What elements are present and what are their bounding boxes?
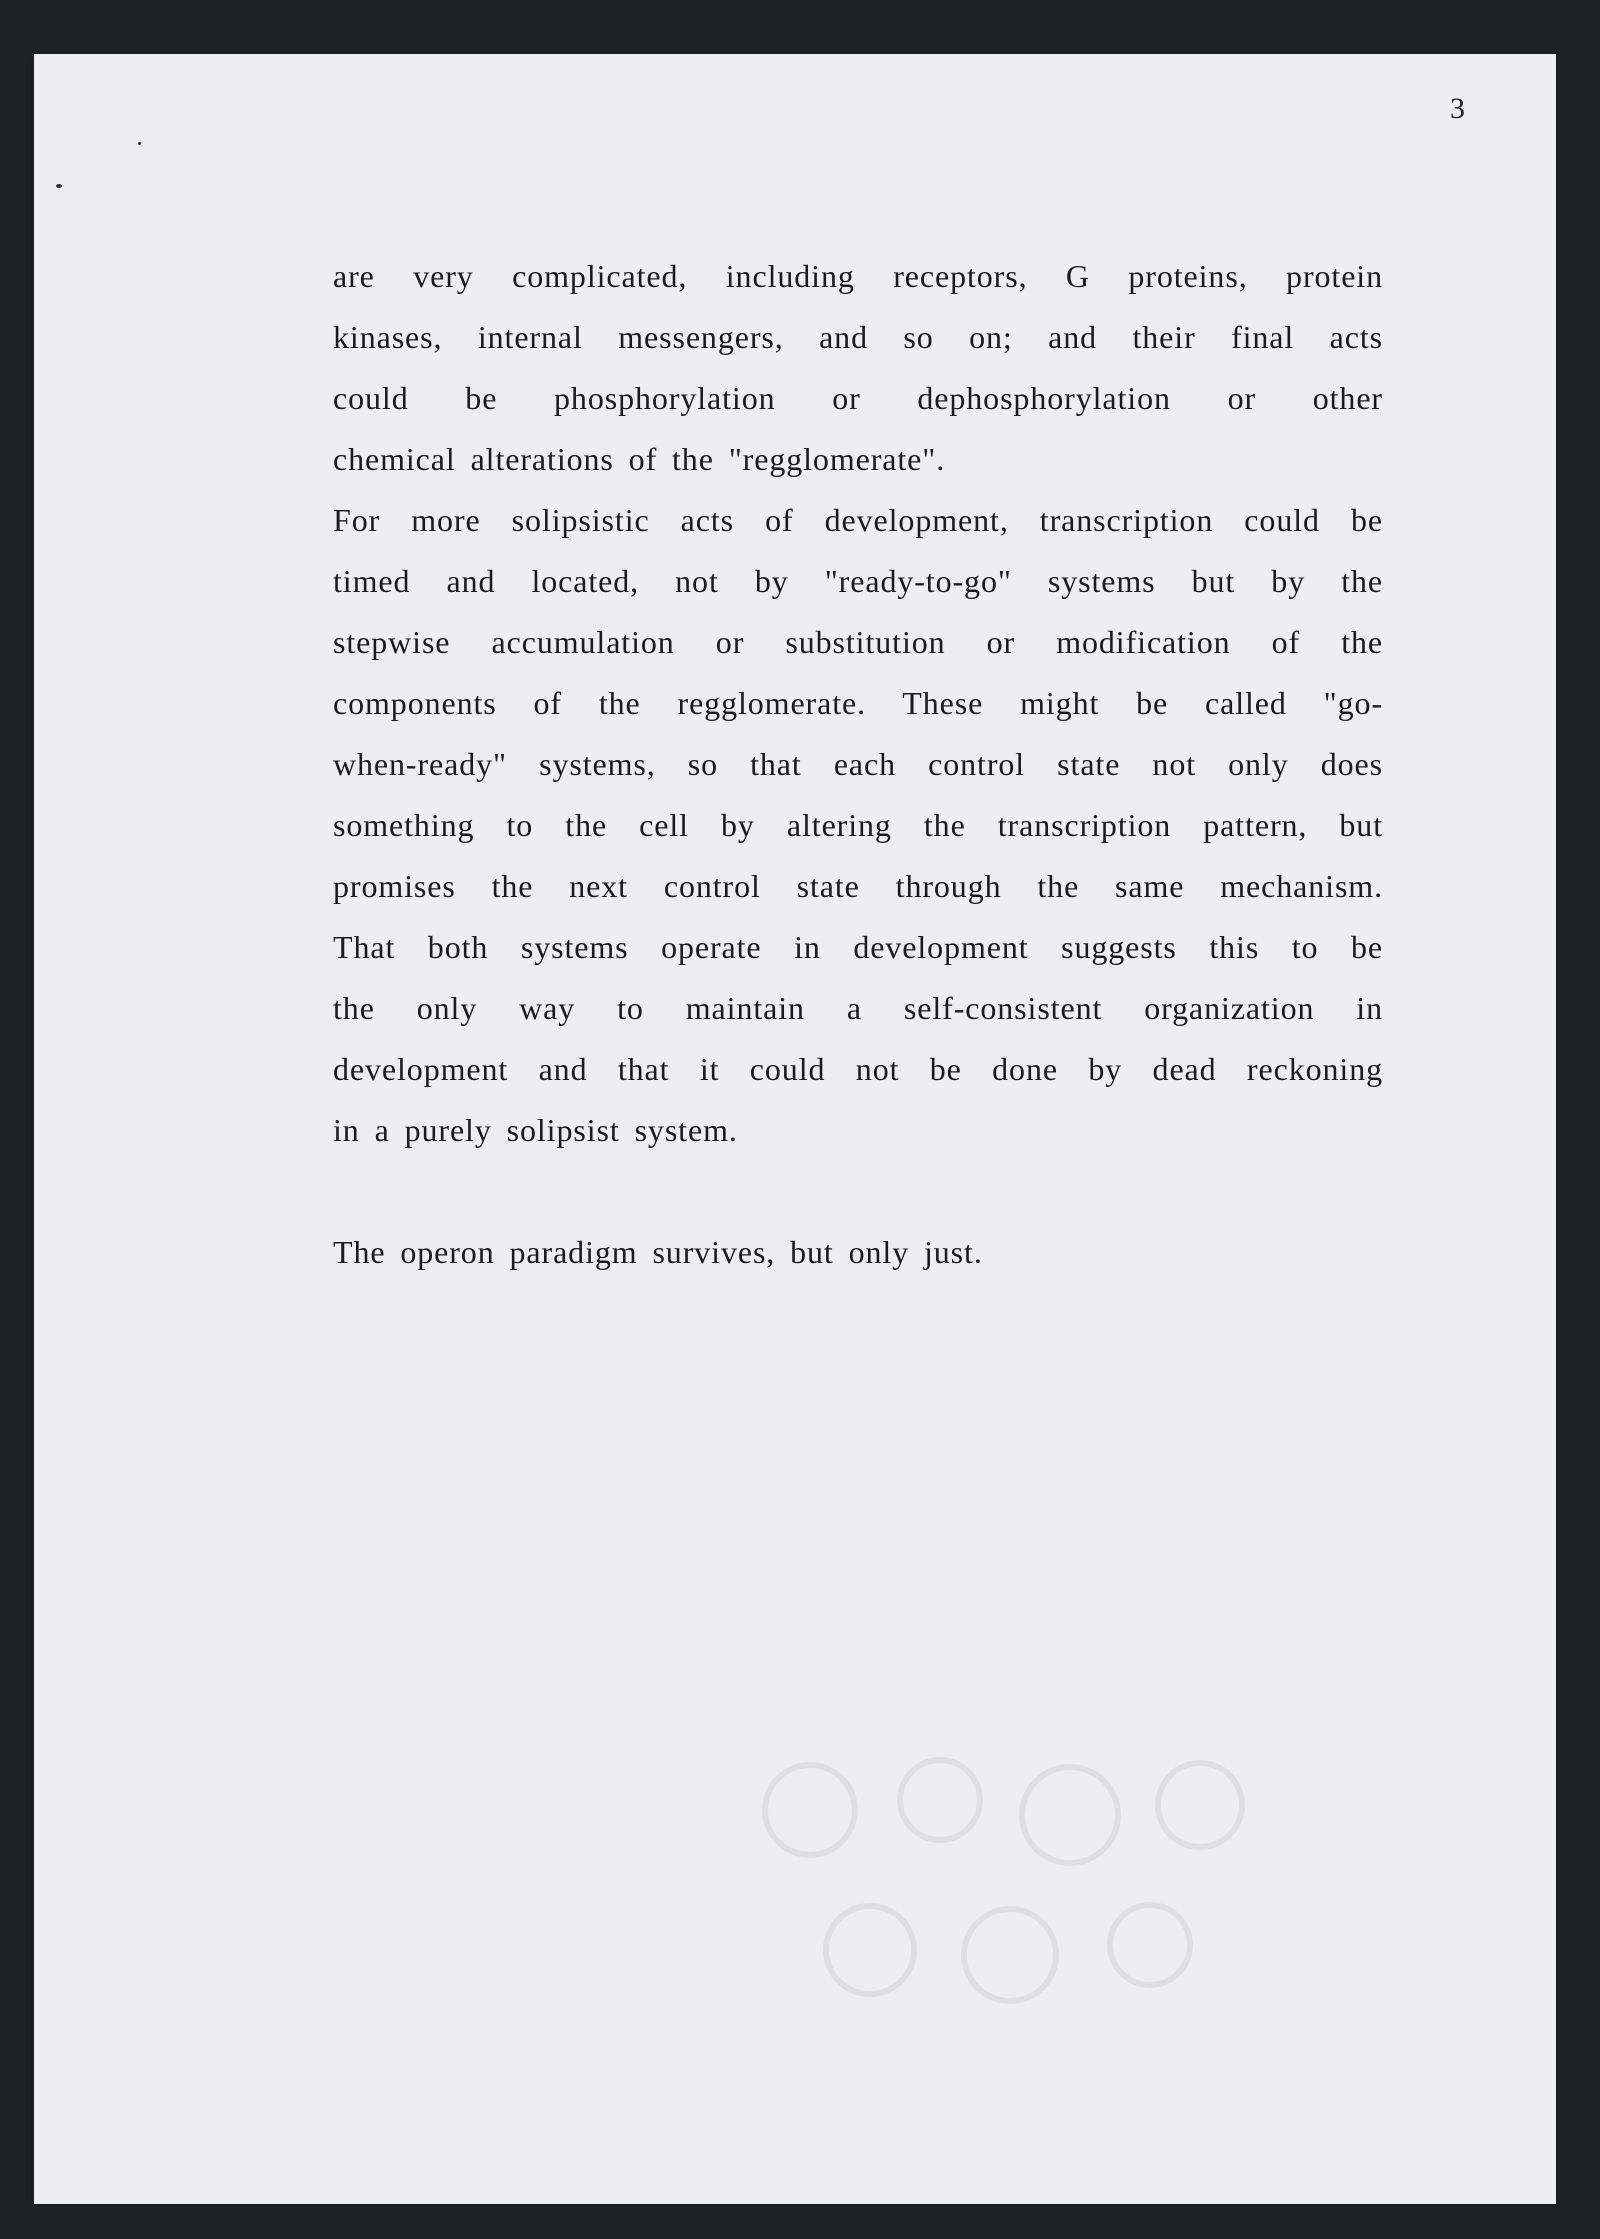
text-line: components of the regglomerate. These might be called "go- [333, 685, 1383, 721]
text-line: chemical alterations of the "regglomerate". [333, 441, 946, 477]
watermark-seal [720, 1720, 1320, 2040]
text-line: are very complicated, including receptors, G proteins, protein [333, 258, 1383, 294]
ink-speck [138, 142, 141, 145]
text-line: when-ready" systems, so that each control state not only does [333, 746, 1383, 782]
text-line: something to the cell by altering the transcription pattern, but [333, 807, 1383, 843]
text-line: could be phosphorylation or dephosphorylation or other [333, 380, 1383, 416]
text-line: the only way to maintain a self-consistent organization in [333, 990, 1383, 1026]
ink-speck [56, 184, 62, 188]
text-line: development and that it could not be done by dead reckoning [333, 1051, 1383, 1087]
text-line: in a purely solipsist system. [333, 1112, 738, 1148]
text-line: timed and located, not by "ready-to-go" systems but by the [333, 563, 1383, 599]
closing-line: The operon paradigm survives, but only just. [333, 1234, 983, 1270]
body-text [333, 246, 1383, 1283]
text-line: stepwise accumulation or substitution or modification of the [333, 624, 1383, 660]
text-line: That both systems operate in development suggests this to be [333, 929, 1383, 965]
text-line: For more solipsistic acts of development, transcription could be [333, 502, 1383, 538]
text-line: kinases, internal messengers, and so on; and their final acts [333, 319, 1383, 355]
page-number: 3 [1450, 92, 1465, 125]
text-line: promises the next control state through the same mechanism. [333, 868, 1383, 904]
paragraph-gap [333, 1161, 1383, 1222]
